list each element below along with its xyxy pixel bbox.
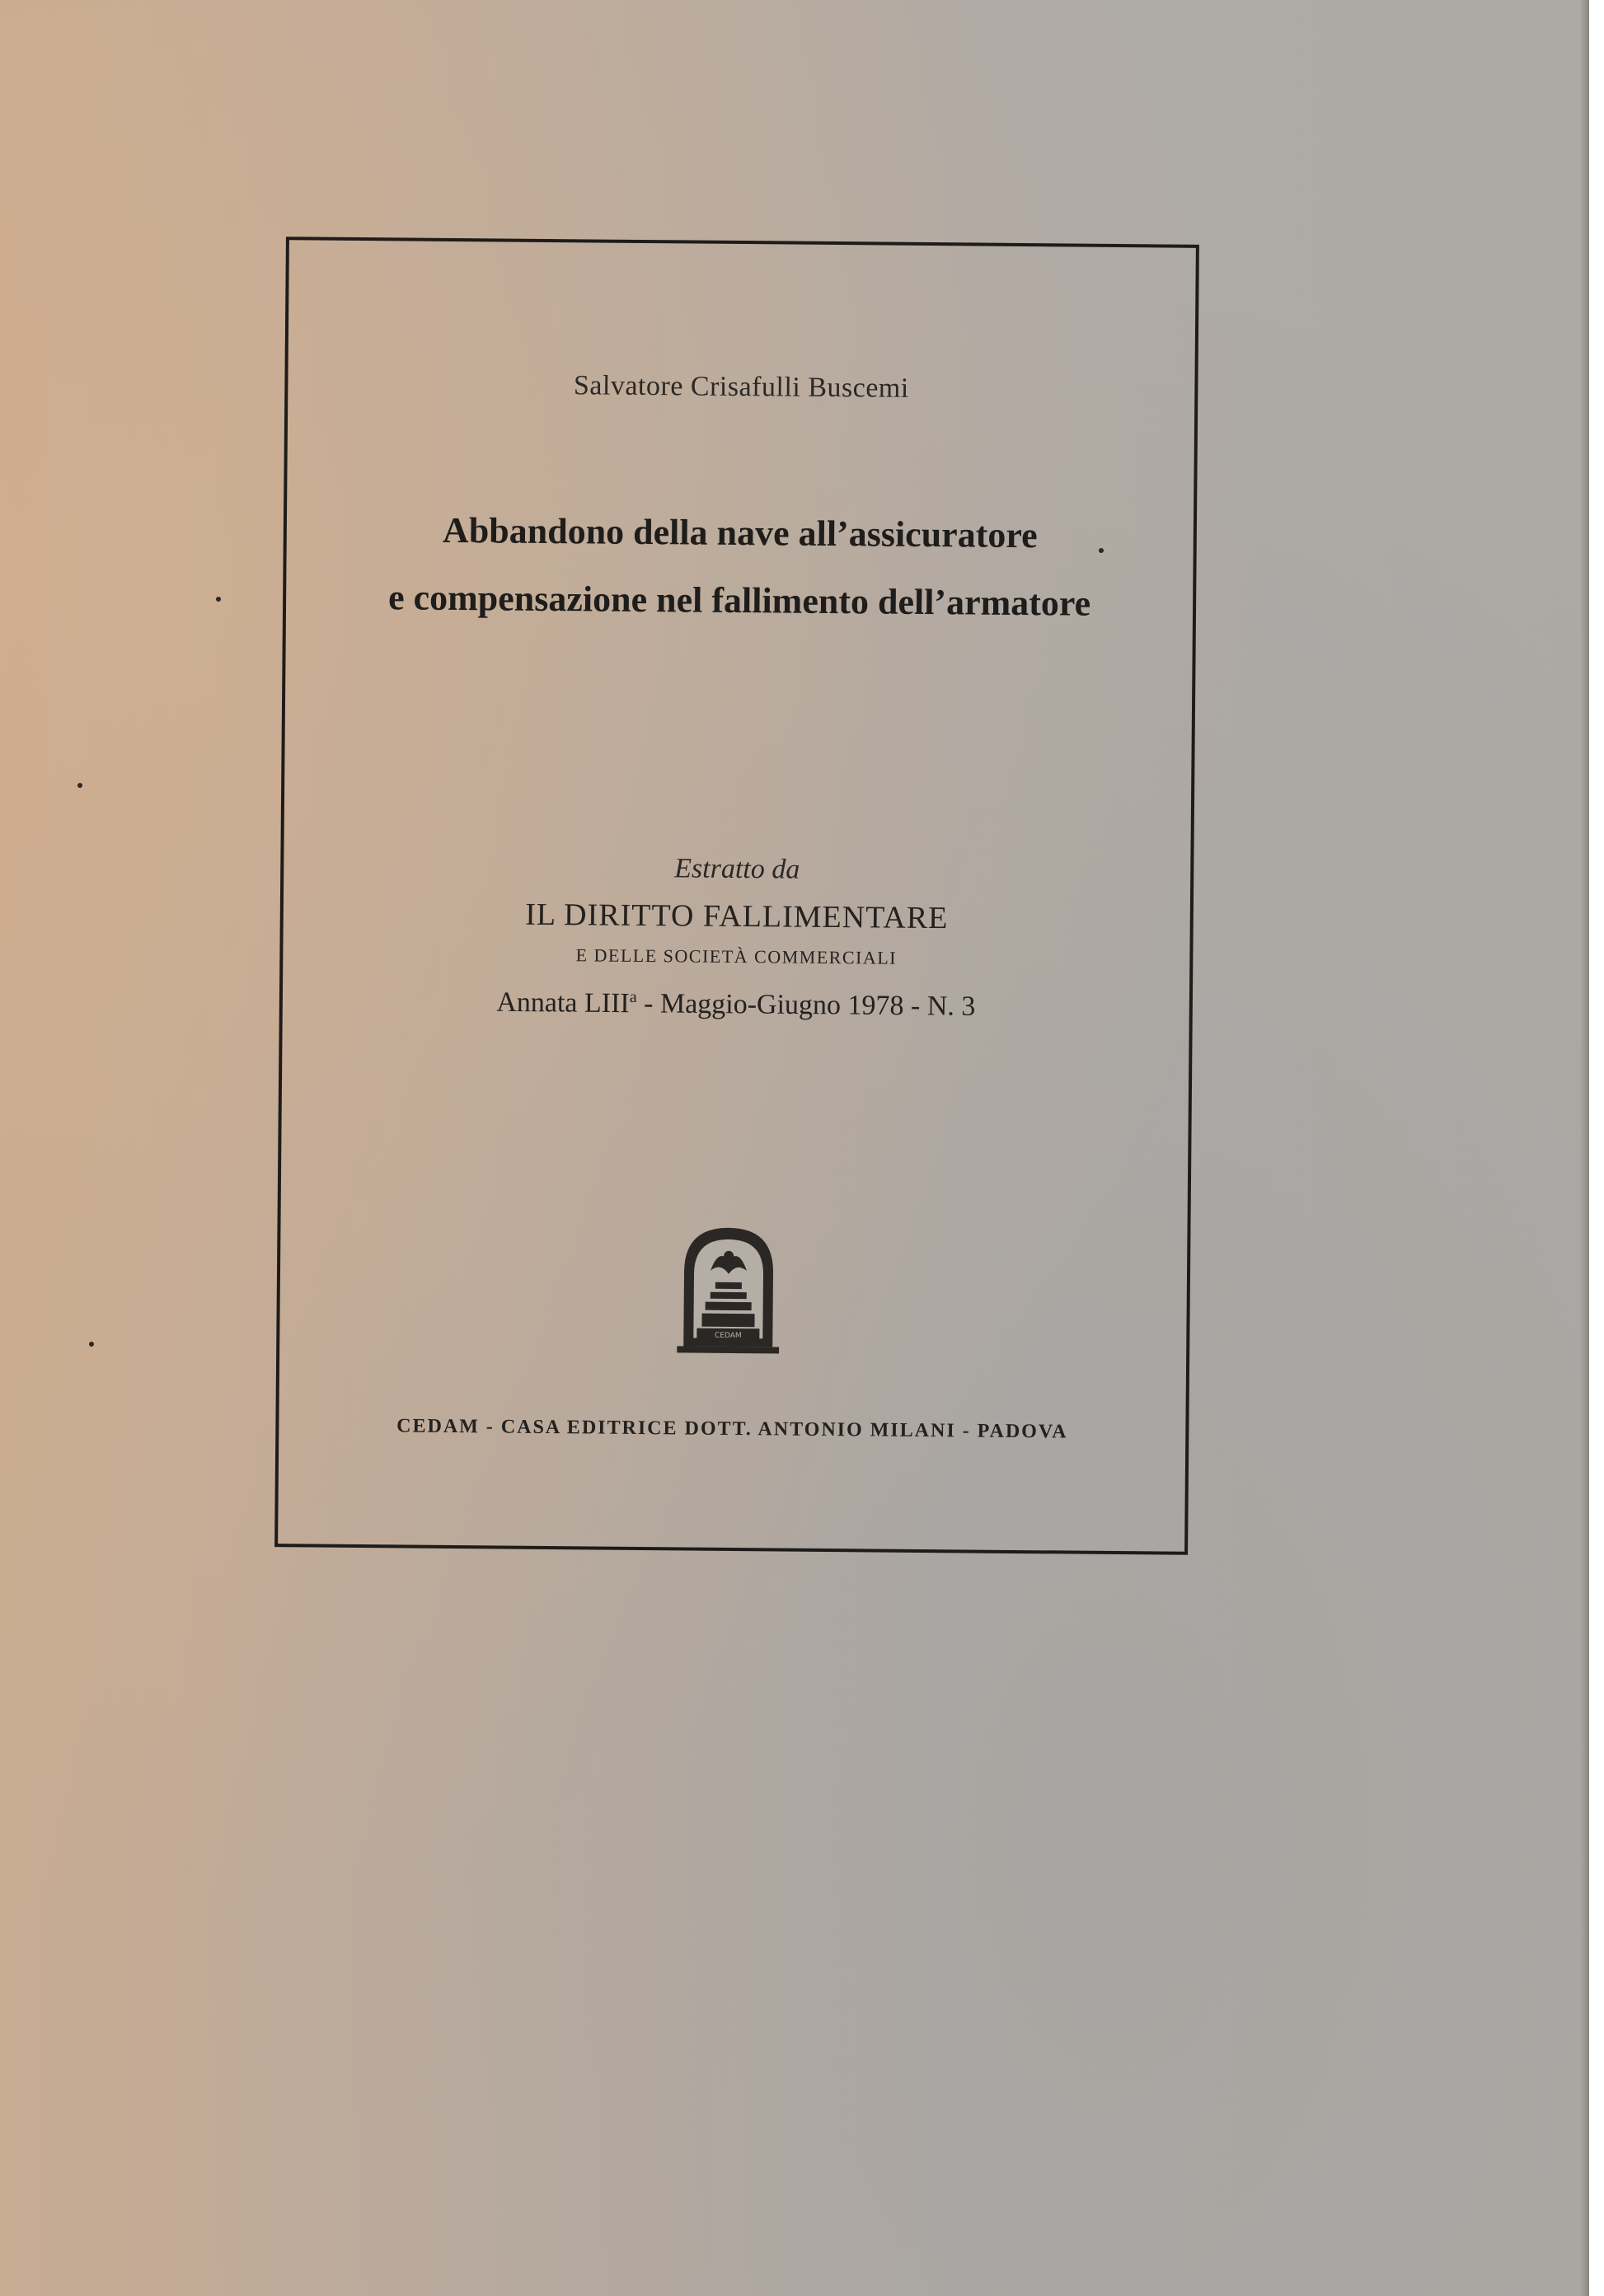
publisher-logo-icon [677,1222,780,1355]
paper-speck [216,597,221,602]
book-title [286,495,1194,639]
publisher-line: CEDAM - CASA EDITRICE DOTT. ANTONIO MILANI - PADOVA [396,1415,1068,1443]
journal-subtitle: E DELLE SOCIETÀ COMMERCIALI [575,944,898,968]
paper-speck [77,783,82,788]
issue-details: - Maggio-Giugno 1978 - N. 3 [636,988,976,1022]
svg-text:CEDAM: CEDAM [714,1331,742,1341]
author-name: Salvatore Crisafulli Buscemi [573,370,909,404]
issue-info [283,985,1189,1024]
page-edge [1581,0,1589,2296]
issue-prefix: Annata LIII [496,986,630,1019]
extract-label: Estratto da [674,853,800,885]
issue-ordinal: a [629,987,637,1006]
title-line-2: e compensazione nel fallimento dell’armatore [387,577,1091,624]
title-line-1: Abbandono della nave all’assicuratore [442,509,1038,556]
title-frame [274,237,1199,1555]
paper-speck [89,1342,94,1347]
journal-name: IL DIRITTO FALLIMENTARE [525,897,949,936]
